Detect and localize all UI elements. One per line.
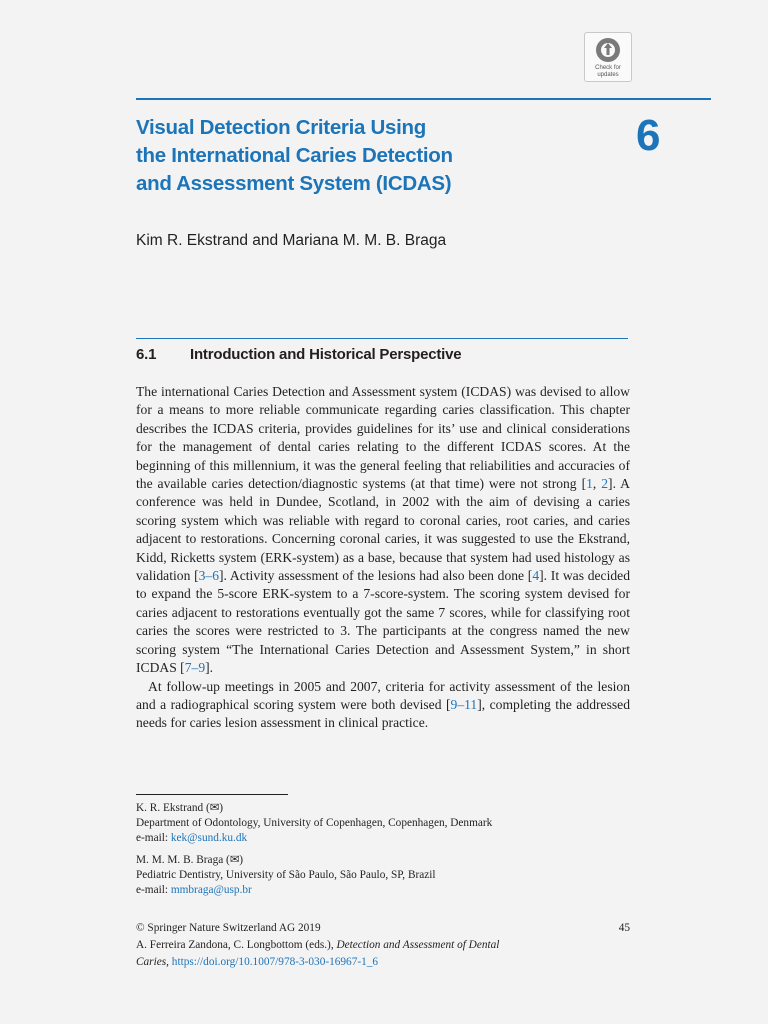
header-rule bbox=[136, 98, 711, 100]
citation-link[interactable]: 3–6 bbox=[198, 568, 220, 584]
check-for-updates-icon bbox=[595, 37, 621, 63]
section-title: Introduction and Historical Perspective bbox=[190, 346, 462, 363]
paragraph bbox=[136, 678, 630, 733]
paragraph-text: The international Caries Detection and Assessment system (ICDAS) was devised to allow for a means to more reliable communicate regarding caries classification. This chapter describes the ICDAS criteria, provides guidelines for its’ use and clinical considerations for the management of dental caries relating to the different ICDAS scores. At the beginning of this millennium, it was the general feeling that reliabilities and accuracies of the available caries detection/diagnostic systems (at that time) were not strong [ bbox=[136, 384, 630, 492]
chapter-title-line: Visual Detection Criteria Using bbox=[136, 116, 426, 139]
footnote-rule bbox=[136, 794, 288, 795]
page-number: 45 bbox=[618, 922, 630, 934]
citation-link[interactable]: 9–11 bbox=[450, 696, 478, 712]
paragraph-text: ], completing the addressed needs for caries lesion assessment in clinical practice. bbox=[136, 696, 630, 731]
citation-link[interactable]: 2 bbox=[601, 476, 609, 492]
paragraph-text: , bbox=[592, 476, 602, 492]
author-email-line bbox=[136, 883, 630, 898]
author-affiliation: Pediatric Dentistry, University of São Paulo, São Paulo, SP, Brazil bbox=[136, 869, 436, 881]
email-label: e-mail: bbox=[136, 832, 171, 844]
citation-line bbox=[136, 937, 630, 954]
author-name: M. M. M. B. Braga (✉) bbox=[136, 854, 244, 866]
section-rule bbox=[136, 338, 628, 339]
separator: , bbox=[166, 956, 172, 968]
check-for-updates-label: Check for updates bbox=[595, 65, 621, 78]
chapter-title-line: the International Caries Detection bbox=[136, 144, 453, 167]
email-link[interactable]: mmbraga@usp.br bbox=[170, 884, 252, 896]
body-text bbox=[136, 383, 630, 733]
author-affiliations bbox=[136, 801, 630, 905]
email-link[interactable]: kek@sund.ku.dk bbox=[170, 832, 248, 844]
section-number: 6.1 bbox=[136, 346, 157, 363]
affiliation-block bbox=[136, 801, 630, 846]
paragraph-text: At follow-up meetings in 2005 and 2007, criteria for activity assessment of the lesion and a radiographical scoring system were both devised [ bbox=[136, 678, 630, 712]
paragraph-text: ]. A conference was held in Dundee, Scotland, in 2002 with the aim of devising a caries scoring system which was reliable with regard to coronal caries, root caries, and caries adjacent to restorations. Concerning coronal caries, it was suggested to use the Ekstrand, Kidd, Ricketts system (ERK-system) as a base, because that system had used histology as validation [ bbox=[136, 476, 630, 584]
chapter-authors: Kim R. Ekstrand and Mariana M. M. B. Braga bbox=[136, 232, 447, 249]
affiliation-block bbox=[136, 853, 630, 898]
email-label: e-mail: bbox=[136, 884, 171, 896]
author-affiliation: Department of Odontology, University of Copenhagen, Copenhagen, Denmark bbox=[136, 817, 493, 829]
citation-link[interactable]: 4 bbox=[532, 568, 540, 584]
paragraph-text: ]. Activity assessment of the lesions had also been done [ bbox=[219, 568, 533, 584]
chapter-number: 6 bbox=[636, 111, 661, 160]
copyright-block bbox=[136, 920, 630, 971]
doi-link[interactable]: https://doi.org/10.1007/978-3-030-16967-1_6 bbox=[171, 956, 379, 968]
check-for-updates-badge[interactable] bbox=[584, 32, 632, 82]
book-title: Detection and Assessment of Dental bbox=[336, 939, 500, 951]
paragraph-text: ]. It was decided to expand the 5-score ERK-system to a 7-score-system. The scoring system devised for caries adjacent to restorations eventually got the same 7 scores, while for classifying root caries the scores were restricted to 3. The participants at the congress named the new scoring system “The International Caries Detection and Assessment System,” in short ICDAS [ bbox=[136, 568, 630, 676]
citation-link[interactable]: 1 bbox=[586, 476, 593, 492]
citation-link[interactable]: 7–9 bbox=[184, 660, 206, 676]
book-title: Caries bbox=[136, 956, 167, 968]
paragraph bbox=[136, 383, 630, 678]
chapter-title-line: and Assessment System (ICDAS) bbox=[136, 172, 452, 195]
section-heading bbox=[136, 344, 461, 366]
author-name: K. R. Ekstrand (✉) bbox=[136, 802, 223, 814]
author-email-line bbox=[136, 831, 630, 846]
chapter-title bbox=[136, 114, 556, 198]
citation-line bbox=[136, 954, 630, 971]
copyright-line: © Springer Nature Switzerland AG 2019 bbox=[136, 922, 321, 934]
editors: A. Ferreira Zandona, C. Longbottom (eds.), bbox=[136, 939, 337, 951]
paragraph-text: ]. bbox=[205, 660, 214, 676]
